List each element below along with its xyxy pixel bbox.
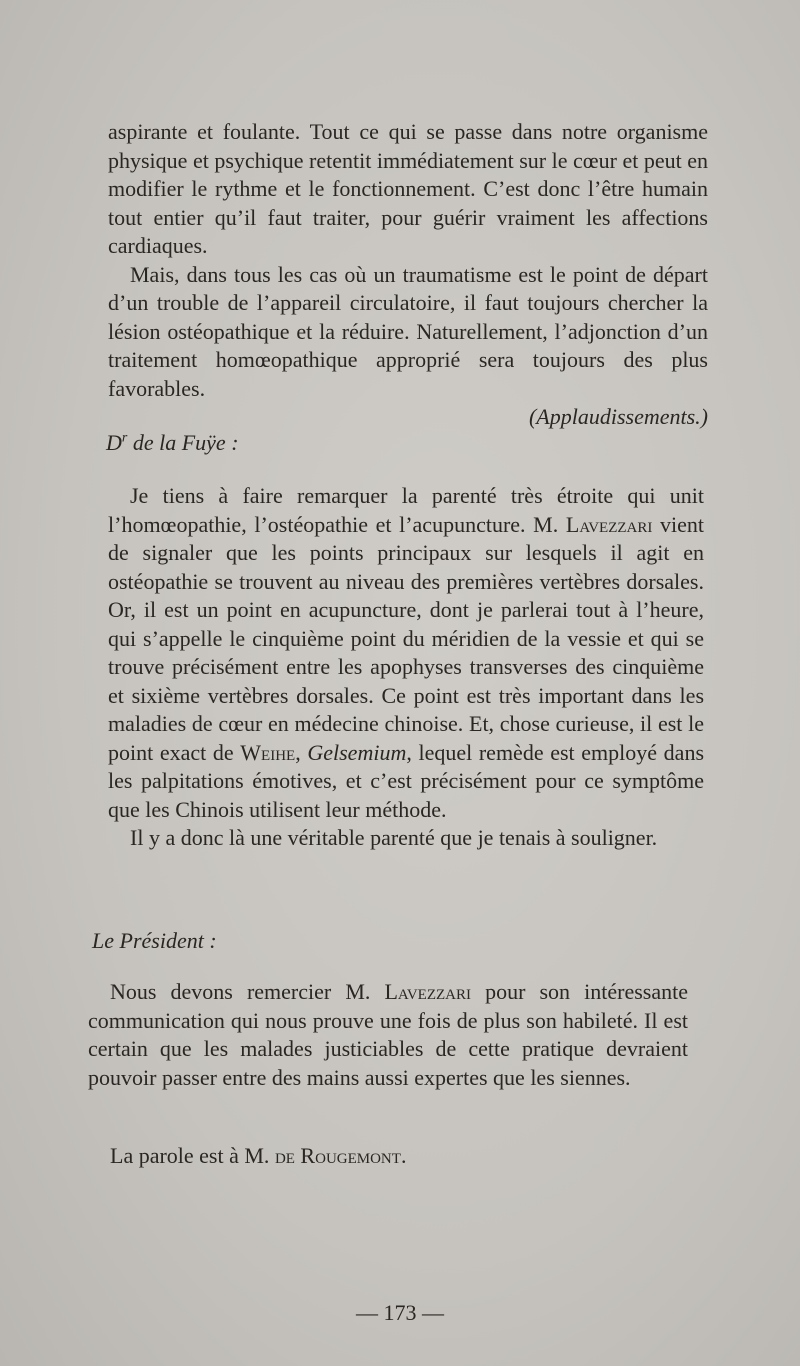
paragraph-3-text-d: , lequel remède est employé dans les palpitations émotives, et c’est précisément pour ce symptôme que les Chinois utilisent leur méthode. [108,739,704,822]
name-lavezzari-2: Lavezzari [384,979,471,1004]
paragraph-6-text-a: La parole est à M. [110,1143,275,1168]
paragraph-5 [88,978,688,1092]
paragraph-4: Il y a donc là une véritable parenté que je tenais à souligner. [130,825,658,850]
body-text-block-1 [108,118,708,432]
page-number: — 173 — [356,1300,444,1325]
paragraph-3-text-c: , [295,739,308,765]
body-text-block-3 [88,978,688,1092]
paragraph-1: aspirante et foulante. Tout ce qui se passe dans notre organisme physique et psychique retentit immédiatement sur le cœur et peut en modifier le rythme et le fonctionnement. C’est donc l’être humain tout entier qu’il faut traiter, pour guérir vraiment les affections cardiaques. [108,119,708,258]
paragraph-3-text-a: Je tiens à faire remarquer la parenté très étroite qui unit l’homœopathie, l’ostéopathie et l’acupuncture. M. [108,483,704,537]
applause-note: (Applaudissements.) [528,404,708,429]
remedy-gelsemium: Gelsemium [307,739,407,765]
speaker-title-sup: r [121,430,128,446]
name-de-rougemont: de Rougemont [274,1143,401,1168]
paragraph-6 [88,1142,688,1171]
paragraph-3 [108,482,704,824]
speaker-label-de-la-fuye [106,430,239,456]
body-text-block-4 [88,1142,688,1171]
paragraph-6-text-b: . [400,1143,407,1168]
paragraph-3-text-b: vient de signaler que les points principaux sur lesquels il agit en ostéopathie se trouvent au niveau des premières vertèbres dorsales. Or, il est un point en acupuncture, dont je parlerai tout à l’heure, qui s’appelle le cinquième point du méridien de la vessie et qui se trouve précisément entre les apophyses transverses des cinquième et sixième vertèbres dorsales. Ce point est très important dans les maladies de cœur en médecine chinoise. Et, chose curieuse, il est le point exact de [108,511,704,765]
paragraph-5-text-a: Nous devons remercier M. [110,979,385,1004]
speaker-title: D [106,430,122,455]
paragraph-2: Mais, dans tous les cas où un traumatisme est le point de départ d’un trouble de l’appareil circulatoire, il faut toujours chercher la lésion ostéopathique et la réduire. Naturellement, l’adjonction d’un traitement homœopathique approprié sera toujours des plus favorables. [108,261,708,401]
name-weihe: Weihe [240,739,296,765]
name-lavezzari: Lavezzari [565,511,653,537]
speaker-name: de la Fuÿe : [127,430,239,455]
speaker-label-president: Le Président : [92,928,217,953]
body-text-block-2 [108,482,704,853]
paragraph-5-text-b: pour son intéressante communication qui nous prouve une fois de plus son habileté. Il est certain que les malades justiciables de cette pratique devraient pouvoir passer entre des mains aussi expertes que les siennes. [88,979,688,1090]
